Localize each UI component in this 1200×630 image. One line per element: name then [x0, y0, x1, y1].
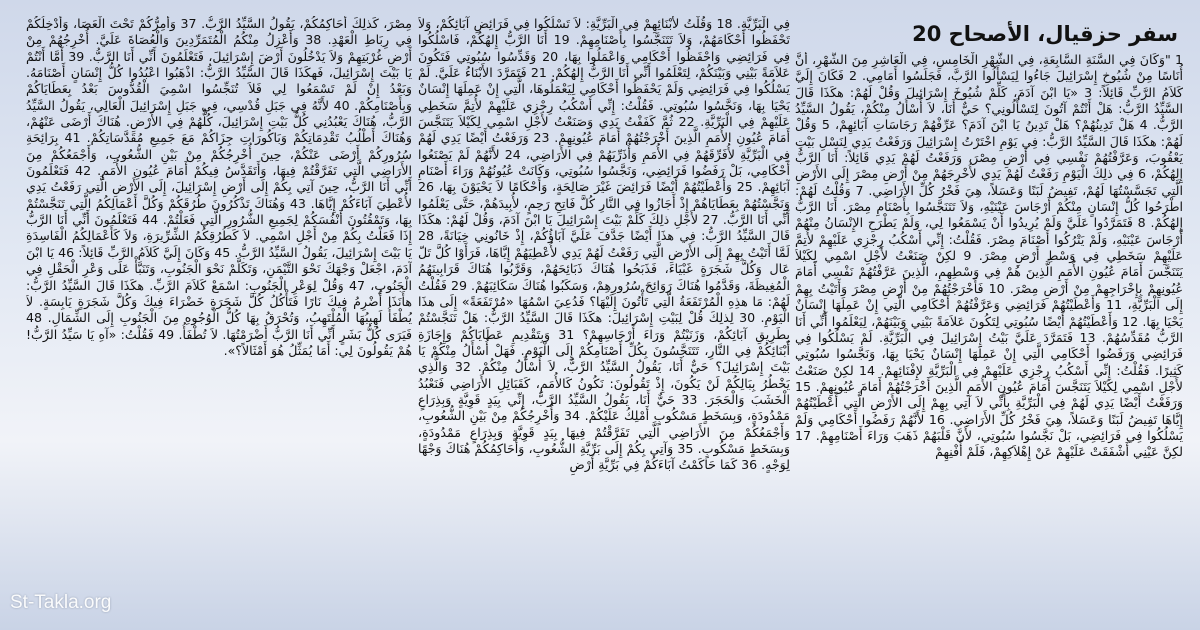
text-column-2: فِي الْبَرِّيَّةِ. 18 وَقُلْتُ لأَبْنَائِهِمْ فِي الْبَرِّيَّةِ: لاَ تَسْلُكُوا فِي فَرَائِضِ آبَائِكُمْ، وَلاَ تَحْفَظُوا أَحْكَامَهُمْ، وَلاَ تَتَنَجَّسُوا بِأَصْنَامِهِمْ. 19 أَنَا الرَّبُّ إِلهُكُمْ، فَاسْلُكُوا فِي فَرَائِضِي وَاحْفَظُوا أَحْكَامِي وَاعْمَلُوا بِهَا، 20 وَقَدِّسُوا سُبُوتِي فَتَكُونَ عَلاَمَةً بَيْنِي وَبَيْنَكُمْ، لِتَعْلَمُوا أَنِّي أَنَا الرَّبُّ إِلهُكُمْ. 21 فَتَمَرَّدَ الأَبْنَاءُ عَلَيَّ. لَمْ يَسْلُكُوا فِي فَرَائِضِي وَلَمْ يَحْفَظُوا أَحْكَامِي لِيَعْمَلُوهَا، الَّتِي إِنْ عَمِلَهَا إِنْسَانٌ يَحْيَا بِهَا، وَنَجَّسُوا سُبُوتِي. فَقُلْتُ: إِنِّي أَسْكُبُ رِجْزِي عَلَيْهِمْ لأُتِمَّ سَخَطِي عَلَيْهِمْ فِي الْبَرِّيَّةِ. 22 ثُمَّ كَفَفْتُ يَدِي وَصَنَعْتُ لأَجْلِ اسْمِي لِكَيْلاَ يَتَنَجَّسَ أَمَامَ عُيُونِ الأُمَمِ الَّذِينَ أَخْرَجْتُهُمْ أَمَامَ عُيُونِهِمْ. 23 وَرَفَعْتُ أَيْضًا يَدِي لَهُمْ فِي الْبَرِّيَّةِ لأُفَرِّقَهُمْ فِي الأُمَمِ وَأُذَرِّيَهُمْ فِي الأَرَاضِي، 24 لأَنَّهُمْ لَمْ يَصْنَعُوا أَحْكَامِي، بَلْ رَفَضُوا فَرَائِضِي، وَنَجَّسُوا سُبُوتِي، وَكَانَتْ عُيُونُهُمْ وَرَاءَ أَصْنَامِ آبَائِهِمْ. 25 وَأَعْطَيْتُهُمْ أَيْضًا فَرَائِضَ غَيْرَ صَالِحَةٍ، وَأَحْكَامًا لاَ يَحْيَوْنَ بِهَا، 26 وَنَجَّسْتُهُمْ بِعَطَايَاهُمْ إِذْ أَجَازُوا فِي النَّارِ كُلَّ فَاتِحِ رَحِمٍ، لأُبِيدَهُمْ، حَتَّى يَعْلَمُوا أَنِّي أَنَا الرَّبُّ. 27 لأَجْلِ ذلِكَ كَلِّمْ بَيْتَ إِسْرَائِيلَ يَا ابْنَ آدَمَ، وَقُلْ لَهُمْ: هكَذَا قَالَ السَّيِّدُ الرَّبُّ: فِي هذَا أَيْضًا جَدَّفَ عَلَيَّ آبَاؤُكُمْ، إِذْ خَانُونِي خِيَانَةً، 28 لَمَّا أَتَيْتُ بِهِمْ إِلَى الأَرْضِ الَّتِي رَفَعْتُ لَهُمْ يَدِي لأُعْطِيَهُمْ إِيَّاهَا، فَرَأَوْا كُلَّ تَلّ عَال وَكُلَّ شَجَرَةٍ غَبْيَاءَ، فَذَبَحُوا هُنَاكَ ذَبَائِحَهُمْ، وَقَرَّبُوا هُنَاكَ قَرَابِينَهُمُ الْمُغِيظَةَ، وَقَدَّمُوا هُنَاكَ رَوَائِحَ سُرُورِهِمْ، وَسَكَبُوا هُنَاكَ سَكَائِبَهُمْ. 29 فَقُلْتُ لَهُمْ: مَا هذِهِ الْمُرْتَفَعَةُ الَّتِي تَأْتُونَ إِلَيْهَا؟ فَدُعِيَ اسْمُهَا «مُرْتَفَعَةً» إِلَى هذَا الْيَوْمِ. 30 لِذلِكَ قُلْ لِبَيْتِ إِسْرَائِيلَ: هكَذَا قَالَ السَّيِّدُ الرَّبُّ: هَلْ تَنَجَّسْتُمْ بِطَرِيقِ آبَائِكُمْ، وَزَنَيْتُمْ وَرَاءَ أَرْجَاسِهِمْ؟ 31 وَبِتَقْدِيمِ عَطَايَاكُمْ وَإِجَازَةِ أَبْنَائِكُمْ فِي النَّارِ، تَتَنَجَّسُونَ بِكُلِّ أَصْنَامِكُمْ إِلَى الْيَوْمِ. فَهَلْ أُسْأَلُ مِنْكُمْ يَا بَيْتَ إِسْرَائِيلَ؟ حَيٌّ أَنَا، يَقُولُ السَّيِّدُ الرَّبُّ، لاَ أُسْأَلُ مِنْكُمْ. 32 وَالَّذِي يَخْطُرُ بِبَالِكُمْ لَنْ يَكُونَ، إِذْ تَقُولُونَ: نَكُونُ كَالأُمَمِ، كَقَبَائِلِ الأَرَاضِي فَنَعْبُدُ الْخَشَبَ وَالْحَجَرَ. 33 حَيٌّ أَنَا، يَقُولُ السَّيِّدُ الرَّبُّ، إِنِّي بِيَدٍ قَوِيَّةٍ وَبِذِرَاعٍ مَمْدُودَةٍ، وَبِسَخَطٍ مَسْكُوبٍ أَمْلِكُ عَلَيْكُمْ. 34 وَأُخْرِجُكُمْ مِنْ بَيْنِ الشُّعُوبِ، وَأَجْمَعُكُمْ مِنَ الأَرَاضِي الَّتِي تَفَرَّقْتُمْ فِيهَا بِيَدٍ قَوِيَّةٍ وَبِذِرَاعٍ مَمْدُودَةٍ، وَبِسَخَطٍ مَسْكُوبٍ. 35 وَآتِي بِكُمْ إِلَى بَرِّيَّةِ الشُّعُوبِ، وَأُحَاكِمُكُمْ هُنَاكَ وَجْهًا لِوَجْهٍ. 36 كَمَا حَاكَمْتُ آبَاءَكُمْ فِي بَرِّيَّةِ أَرْضِ [418, 16, 790, 473]
text-column-1: 1 "وَكَانَ فِي السَّنَةِ السَّابِعَةِ، فِي الشَّهْرِ الْخَامِسِ، فِي الْعَاشِرِ مِنَ الشَّهْرِ، أَنَّ أُنَاسًا مِنْ شُيُوخِ إِسْرَائِيلَ جَاءُوا لِيَسْأَلُوا الرَّبَّ، فَجَلَسُوا أَمَامِي. 2 فَكَانَ إِلَيَّ كَلاَمُ الرَّبِّ قَائِلاً: 3 «يَا ابْنَ آدَمَ، كَلِّمْ شُيُوخَ إِسْرَائِيلَ وَقُلْ لَهُمْ: هكَذَا قَالَ السَّيِّدُ الرَّبُّ: هَلْ أَنْتُمْ آتُونَ لِتَسْأَلُونِي؟ حَيٌّ أَنَا، لاَ أُسْأَلُ مِنْكُمْ، يَقُولُ السَّيِّدُ الرَّبُّ. 4 هَلْ تَدِينُهُمْ؟ هَلْ تَدِينُ يَا ابْنَ آدَمَ؟ عَرِّفْهُمْ رَجَاسَاتِ آبَائِهِمْ، 5 وَقُلْ لَهُمْ: هكَذَا قَالَ السَّيِّدُ الرَّبُّ: فِي يَوْمِ اخْتَرْتُ إِسْرَائِيلَ وَرَفَعْتُ يَدِي لِنَسْلِ بَيْتِ يَعْقُوبَ، وَعَرَّفْتُهُمْ نَفْسِي فِي أَرْضِ مِصْرَ، وَرَفَعْتُ لَهُمْ يَدِي قَائِلاً: أَنَا الرَّبُّ إِلهُكُمْ، 6 فِي ذلِكَ الْيَوْمِ رَفَعْتُ لَهُمْ يَدِي لأُخْرِجَهُمْ مِنْ أَرْضِ مِصْرَ إِلَى الأَرْضِ الَّتِي تَجَسَّسْتُهَا لَهُمْ، تَفِيضُ لَبَنًا وَعَسَلاً، هِيَ فَخْرُ كُلِّ الأَرَاضِي. 7 وَقُلْتُ لَهُمْ: اطْرَحُوا كُلُّ إِنْسَانٍ مِنْكُمْ أَرْجَاسَ عَيْنَيْهِ، وَلاَ تَتَنَجَّسُوا بِأَصْنَامِ مِصْرَ. أَنَا الرَّبُّ إِلهُكُمْ. 8 فَتَمَرَّدُوا عَلَيَّ وَلَمْ يُرِيدُوا أَنْ يَسْمَعُوا لِي، وَلَمْ يَطْرَحِ الإِنْسَانُ مِنْهُمْ أَرْجَاسَ عَيْنَيْهِ، وَلَمْ يَتْرُكُوا أَصْنَامَ مِصْرَ. فَقُلْتُ: إِنِّي أَسْكُبُ رِجْزِي عَلَيْهِمْ لأُتِمَّ عَلَيْهِمْ سَخَطِي فِي وَسْطِ أَرْضِ مِصْرَ. 9 لكِنْ صَنَعْتُ لأَجْلِ اسْمِي لِكَيْلاَ يَتَنَجَّسَ أَمَامَ عُيُونِ الأُمَمِ الَّذِينَ هُمْ فِي وَسْطِهِمِ، الَّذِينَ عَرَّفْتُهُمْ نَفْسِي أَمَامَ عُيُونِهِمْ بِإِخْرَاجِهِمْ مِنْ أَرْضِ مِصْرَ. 10 فَأَخْرَجْتُهُمْ مِنْ أَرْضِ مِصْرَ وَأَتَيْتُ بِهِمْ إِلَى الْبَرِّيَّةِ، 11 وَأَعْطَيْتُهُمْ فَرَائِضِي وَعَرَّفْتُهُمْ أَحْكَامِي الَّتِي إِنْ عَمِلَهَا إِنْسَانٌ يَحْيَا بِهَا. 12 وَأَعْطَيْتُهُمْ أَيْضًا سُبُوتِي لِتَكُونَ عَلاَمَةً بَيْنِي وَبَيْنَهُمْ، لِيَعْلَمُوا أَنِّي أَنَا الرَّبُّ مُقَدِّسُهُمْ. 13 فَتَمَرَّدَ عَلَيَّ بَيْتُ إِسْرَائِيلَ فِي الْبَرِّيَّةِ. لَمْ يَسْلُكُوا فِي فَرَائِضِي وَرَفَضُوا أَحْكَامِي الَّتِي إِنْ عَمِلَهَا إِنْسَانٌ يَحْيَا بِهَا، وَنَجَّسُوا سُبُوتِي كَثِيرًا. فَقُلْتُ: إِنِّي أَسْكُبُ رِجْزِي عَلَيْهِمْ فِي الْبَرِّيَّةِ لإِفْنَائِهِمْ. 14 لكِنْ صَنَعْتُ لأَجْلِ اسْمِي لِكَيْلاَ يَتَنَجَّسَ أَمَامَ عُيُونِ الأُمَمِ الَّذِينَ أَخْرَجْتُهُمْ أَمَامَ عُيُونِهِمْ. 15 وَرَفَعْتُ أَيْضًا يَدِي لَهُمْ فِي الْبَرِّيَّةِ بِأَنِّي لاَ آتِي بِهِمْ إِلَى الأَرْضِ الَّتِي أَعْطَيْتُهُمْ إِيَّاهَا تَفِيضُ لَبَنًا وَعَسَلاً، هِيَ فَخْرُ كُلِّ الأَرَاضِي. 16 لأَنَّهُمْ رَفَضُوا أَحْكَامِي وَلَمْ يَسْلُكُوا فِي فَرَائِضِي، بَلْ نَجَّسُوا سُبُوتِي، لأَنَّ قَلْبَهُمْ ذَهَبَ وَرَاءَ أَصْنَامِهِمْ. 17 لكِنَّ عَيْنِي أَشْفَقَتْ عَلَيْهِمْ عَنْ إِهْلاَكِهِمْ، فَلَمْ أُفْنِهِمْ [795, 52, 1183, 460]
chapter-title: سفر حزقيال، الأصحاح 20 [912, 22, 1178, 46]
site-watermark: St-Takla.org [10, 592, 112, 613]
text-column-3: مِصْرَ، كَذلِكَ أُحَاكِمُكُمْ، يَقُولُ السَّيِّدُ الرَّبُّ. 37 وَأُمِرُّكُمْ تَحْتَ الْعَصَا، وَأُدْخِلُكُمْ فِي رِبَاطِ الْعَهْدِ. 38 وَأَعْزِلُ مِنْكُمُ الْمُتَمَرِّدِينَ وَالْعُصَاةَ عَلَيَّ. أُخْرِجُهُمْ مِنْ أَرْضِ غُرْبَتِهِمْ وَلاَ يَدْخُلُونَ أَرْضَ إِسْرَائِيلَ، فَتَعْلَمُونَ أَنِّي أَنَا الرَّبُّ. 39 أَمَّا أَنْتُمْ يَا بَيْتَ إِسْرَائِيلَ، فَهكَذَا قَالَ السَّيِّدُ الرَّبُّ: اذْهَبُوا اعْبُدُوا كُلُّ إِنْسَانٍ أَصْنَامَهُ. وَبَعْدُ إِنْ لَمْ تَسْمَعُوا لِي فَلاَ تُنَجِّسُوا اسْمِيَ الْقُدُّوسَ بَعْدُ بِعَطَايَاكُمْ وَبِأَصْنَامِكُمْ. 40 لأَنَّهُ فِي جَبَلِ قُدْسِي، فِي جَبَلِ إِسْرَائِيلَ الْعَالِي، يَقُولُ السَّيِّدُ الرَّبُّ، هُنَاكَ يَعْبُدُنِي كُلُّ بَيْتِ إِسْرَائِيلَ، كُلُّهُمْ فِي الأَرْضِ. هُنَاكَ أَرْضَى عَنْهُمْ، وَهُنَاكَ أَطْلُبُ تَقْدِمَاتِكُمْ وَبَاكُورَاتِ جِزَاكُمْ مَعَ جَمِيعِ مُقَدَّسَاتِكُمْ. 41 بِرَائِحَةِ سُرُورِكُمْ أَرْضَى عَنْكُمْ، حِينَ أُخْرِجُكُمْ مِنْ بَيْنِ الشُّعُوبِ، وَأَجْمَعُكُمْ مِنَ الأَرَاضِي الَّتِي تَفَرَّقْتُمْ فِيهَا، وَأَتَقَدَّسُ فِيكُمْ أَمَامَ عُيُونِ الأُمَمِ. 42 فَتَعْلَمُونَ أَنِّي أَنَا الرَّبُّ، حِينَ آتِي بِكُمْ إِلَى أَرْضِ إِسْرَائِيلَ، إِلَى الأَرْضِ الَّتِي رَفَعْتُ يَدِي لأُعْطِيَ آبَاءَكُمْ إِيَّاهَا. 43 وَهُنَاكَ تَذْكُرُونَ طُرُقَكُمْ وَكُلَّ أَعْمَالِكُمُ الَّتِي تَنَجَّسْتُمْ بِهَا، وَتَمْقُتُونَ أَنْفُسَكُمْ لِجَمِيعِ الشُّرُورِ الَّتِي فَعَلْتُمْ. 44 فَتَعْلَمُونَ أَنِّي أَنَا الرَّبُّ إِذَا فَعَلْتُ بِكُمْ مِنْ أَجْلِ اسْمِي. لاَ كَطُرُقِكُمُ الشِّرِّيرَةِ، وَلاَ كَأَعْمَالِكُمُ الْفَاسِدَةِ يَا بَيْتَ إِسْرَائِيلَ، يَقُولُ السَّيِّدُ الرَّبُّ. 45 وَكَانَ إِلَيَّ كَلاَمُ الرَّبِّ قَائِلاً: 46 يَا ابْنَ آدَمَ، اجْعَلْ وَجْهَكَ نَحْوَ التَّيْمَنِ، وَتَكَلَّمْ نَحْوَ الْجَنُوبِ، وَتَنَبَّأْ عَلَى وَعْرِ الْحَقْلِ فِي الْجَنُوبِ، 47 وَقُلْ لِوَعْرِ الْجَنُوبِ: اسْمَعْ كَلاَمَ الرَّبِّ. هكَذَا قَالَ السَّيِّدُ الرَّبُّ: هأَنَذَا أُضْرِمُ فِيكَ نَارًا فَتَأْكُلُ كُلَّ شَجَرَةٍ خَضْرَاءَ فِيكَ وَكُلَّ شَجَرَةٍ يَابِسَةٍ. لاَ يُطْفَأُ لَهِيبُهَا الْمُلْتَهِبُ، وَتُحْرَقُ بِهَا كُلُّ الْوُجُوهِ مِنَ الْجَنُوبِ إِلَى الشِّمَالِ. 48 فَيَرَى كُلُّ بَشَرٍ أَنِّي أَنَا الرَّبُّ أَضْرَمْتُهَا. لاَ تُطْفَأُ. 49 فَقُلْتُ: «آهِ يَا سَيِّدُ الرَّبُّ! هُمْ يَقُولُونَ لِي: أَمَا يُمَثِّلُ هُوَ أَمْثَالاً؟». [26, 16, 412, 358]
